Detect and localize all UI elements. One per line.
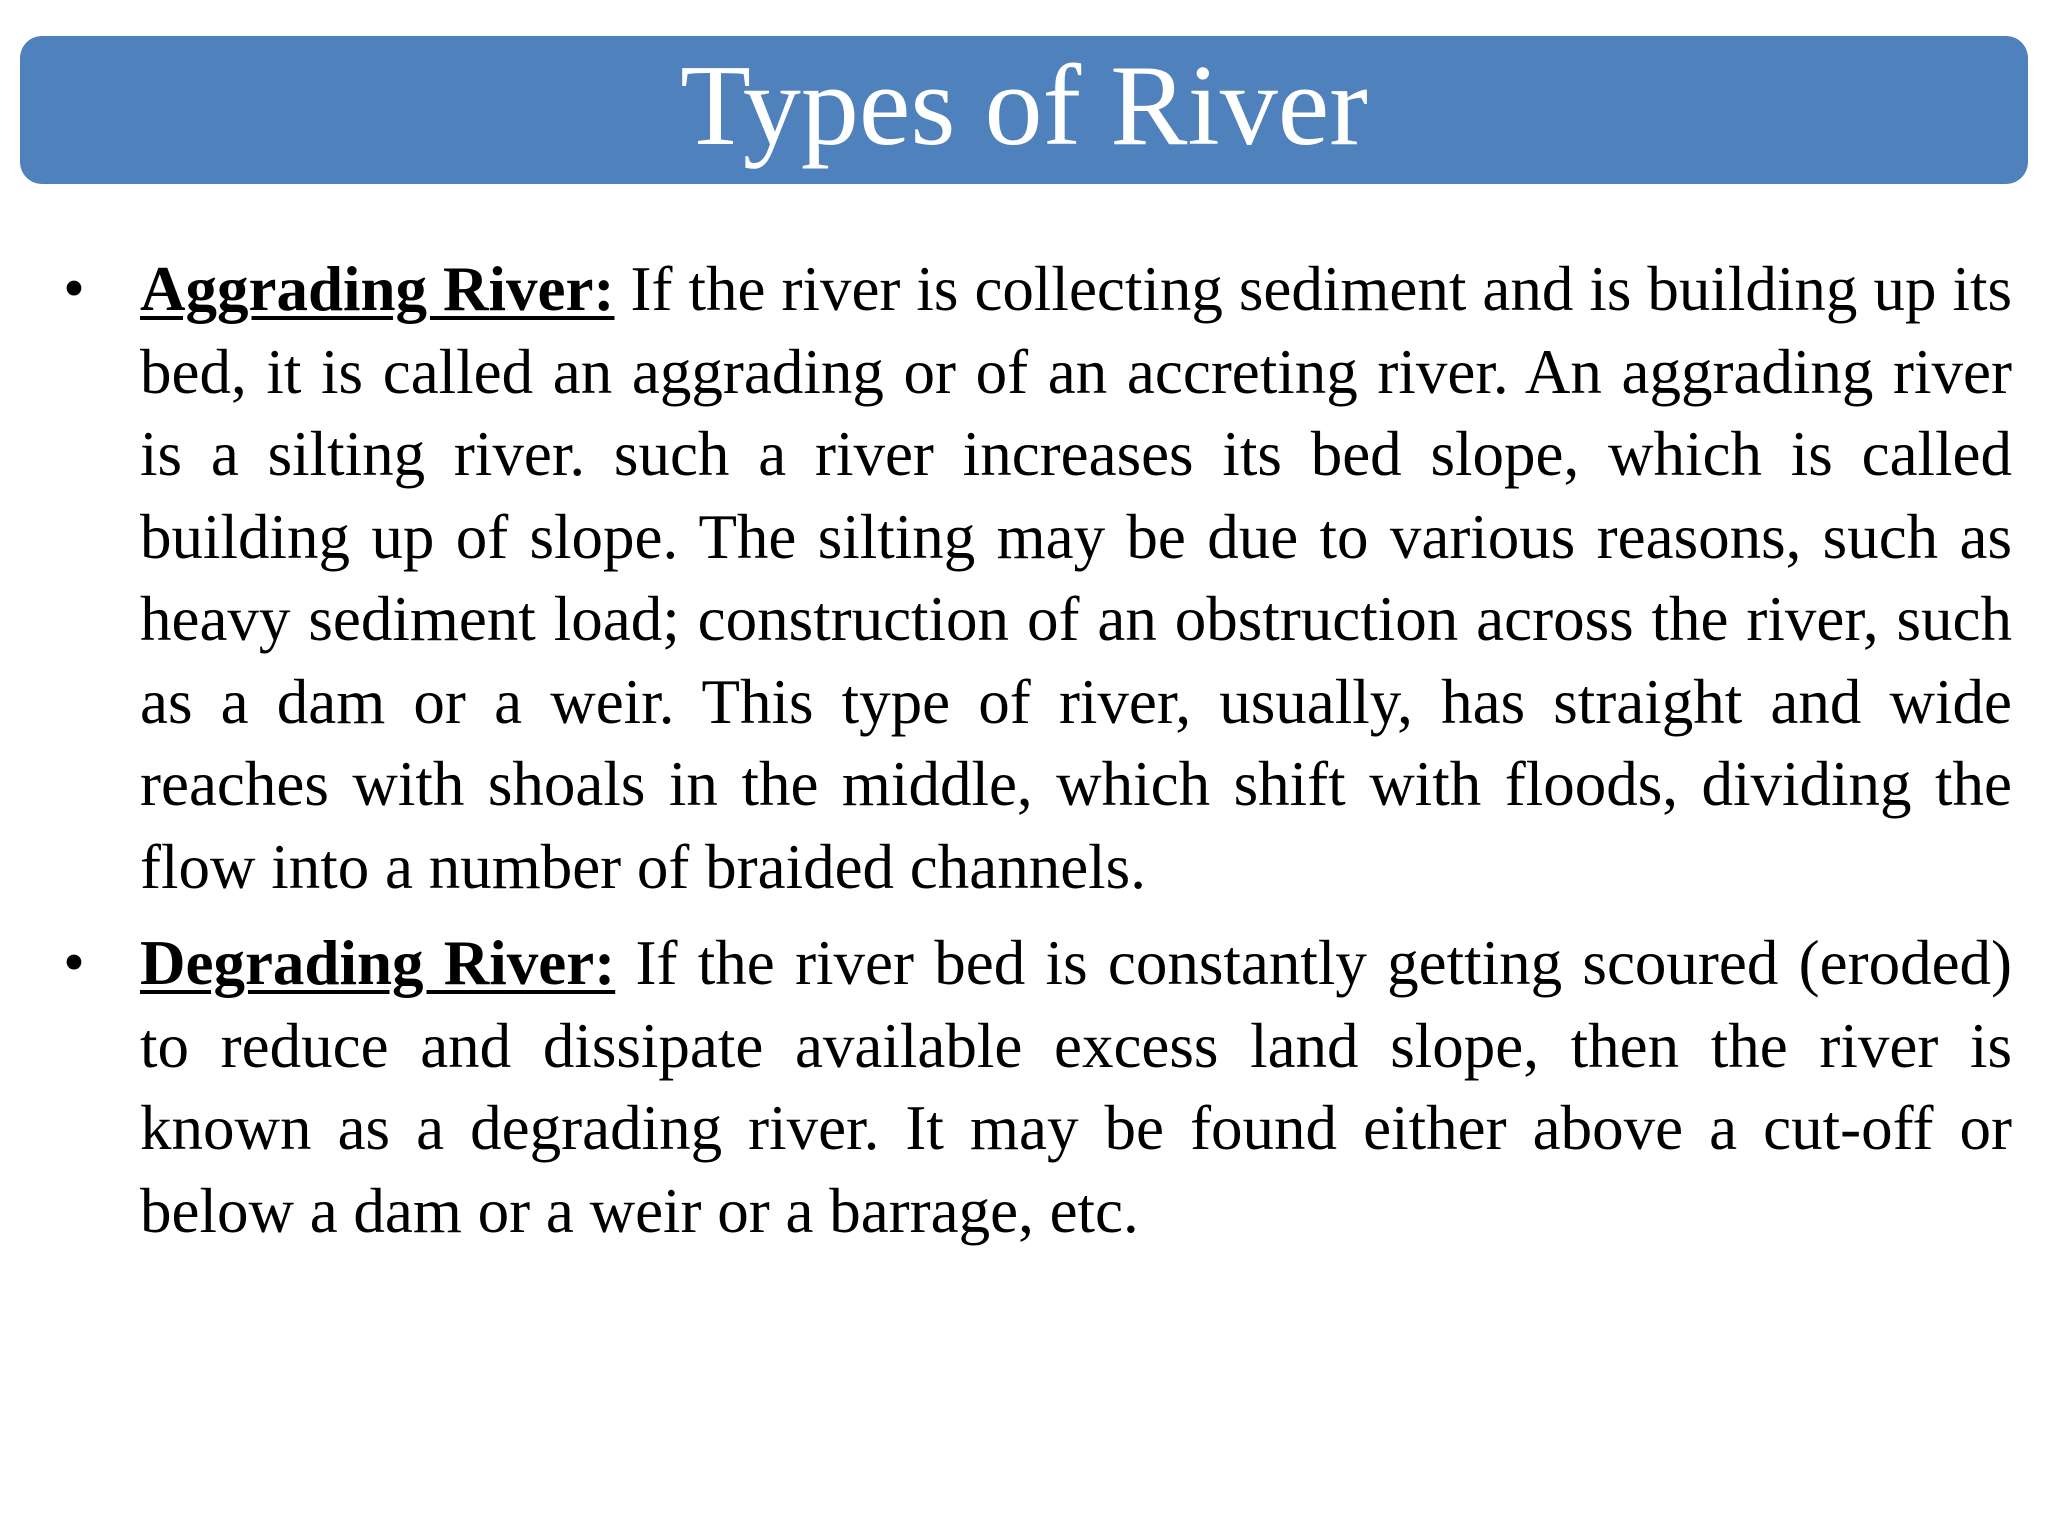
bullet-degrading-river [54, 922, 2012, 1252]
bullet-text: If the river bed is constantly getting scoured (eroded) to reduce and dissipate available excess land slope, then the river is known as a degrading river. It may be found either above a cut-off or below a dam or a weir or a barrage, etc. [140, 928, 2013, 1246]
term-heading: Degrading River: [140, 928, 616, 998]
bullet-aggrading-river [54, 248, 2012, 908]
bullet-body [140, 248, 2012, 908]
slide-title: Types of River [680, 42, 1368, 170]
bullet-list [54, 248, 2012, 1266]
term-heading: Aggrading River: [140, 254, 615, 324]
bullet-text: If the river is collecting sediment and is building up its bed, it is called an aggrading or of an accreting river. An aggrading river is a silting river. such a river increases its bed slope, which is called building up of slope. The silting may be due to various reasons, such as heavy sediment load; construction of an obstruction across the river, such as a dam or a weir. This type of river, usually, has straight and wide reaches with shoals in the middle, which shift with floods, dividing the flow into a number of braided channels. [140, 254, 2012, 902]
bullet-dot-icon: • [63, 929, 85, 997]
title-bar [20, 36, 2028, 184]
bullet-dot-icon: • [63, 255, 85, 323]
bullet-body [140, 922, 2012, 1252]
